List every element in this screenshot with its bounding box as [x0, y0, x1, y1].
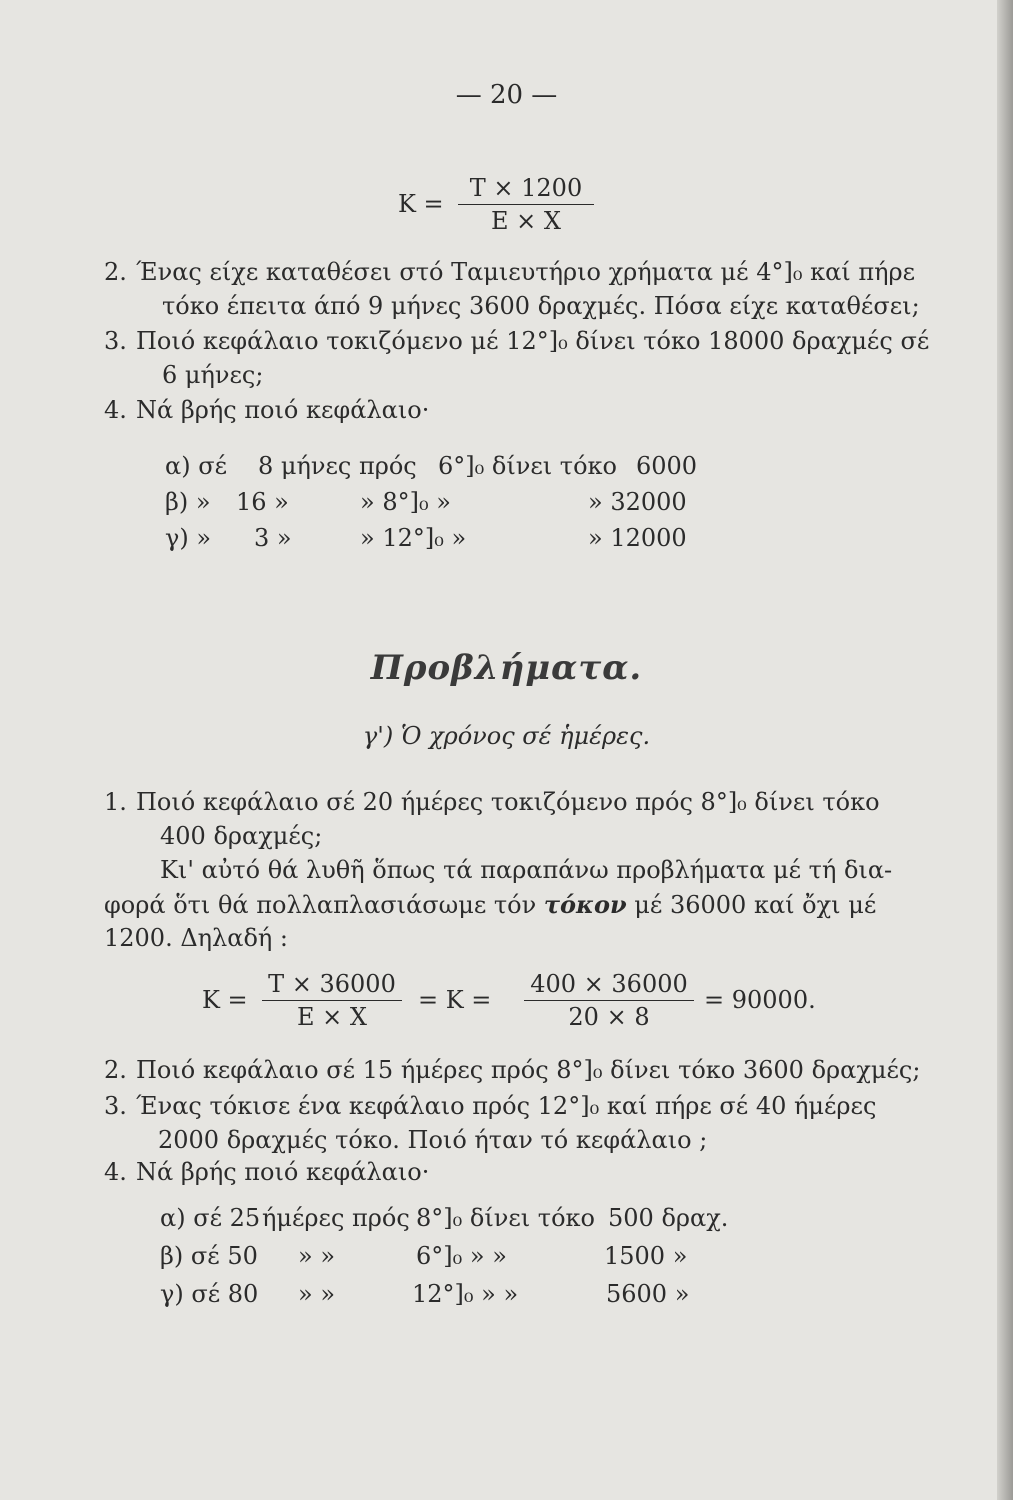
table-cell: 6°]₀ » »	[416, 1242, 507, 1270]
table-cell: » 12°]₀ »	[360, 524, 467, 552]
problem-number: 2.	[104, 1056, 127, 1084]
section-subheading: γ') Ὁ χρόνος σέ ἡμέρες.	[362, 722, 651, 750]
page-edge-shadow	[997, 0, 1013, 1500]
table-cell: 6°]₀ δίνει τόκο	[438, 452, 617, 480]
problem-text: 400 δραχμές;	[160, 822, 323, 850]
table-cell: » 8°]₀ »	[360, 488, 451, 516]
text-segment: φορά ὅτι θά πολλαπλασιάσωμε τόν	[104, 891, 544, 919]
formula2-middle: = K =	[418, 986, 492, 1014]
table-cell: α) σέ	[165, 452, 228, 480]
problem-text: τόκο έπειτα άπό 9 μήνες 3600 δραχμές. Πόσα είχε καταθέσει;	[162, 292, 920, 320]
problem-text: Νά βρής ποιό κεφάλαιο·	[136, 1158, 430, 1186]
problem-text: 6 μήνες;	[162, 361, 264, 389]
problem-text: Νά βρής ποιό κεφάλαιο·	[136, 396, 430, 424]
formula2-fraction2	[524, 970, 694, 1031]
table-cell: γ) »	[165, 524, 212, 552]
table-cell: 3 »	[254, 524, 292, 552]
problem-text: Ένας τόκισε ένα κεφάλαιο πρός 12°]₀ καί πήρε σέ 40 ήμέρες	[136, 1092, 877, 1120]
problem-number: 4.	[104, 396, 127, 424]
formula2-denominator1: E × X	[297, 1003, 367, 1031]
table-cell: 8°]₀ δίνει τόκο	[416, 1204, 595, 1232]
formula1-numerator: T × 1200	[469, 174, 583, 202]
table-cell: 1500 »	[604, 1242, 688, 1270]
problem-number: 3.	[104, 1092, 127, 1120]
table-cell: ήμέρες πρός	[262, 1204, 410, 1232]
formula1-lhs: K =	[398, 190, 444, 218]
problem-text: Ποιό κεφάλαιο τοκιζόμενο μέ 12°]₀ δίνει τόκο 18000 δραχμές σέ	[136, 327, 930, 355]
table-cell: » 12000	[588, 524, 687, 552]
fraction-bar	[262, 1000, 402, 1001]
table-cell: 12°]₀ » »	[412, 1280, 519, 1308]
table-cell: » »	[298, 1242, 335, 1270]
table-cell: 8 μήνες πρός	[258, 452, 417, 480]
table-cell: α) σέ 25	[160, 1204, 261, 1232]
formula2-denominator2: 20 × 8	[568, 1003, 650, 1031]
table-cell: » 32000	[588, 488, 687, 516]
fraction-bar	[458, 204, 594, 205]
table-cell: 16 »	[236, 488, 289, 516]
problem-number: 2.	[104, 258, 127, 286]
table-cell: 5600 »	[606, 1280, 690, 1308]
table-cell: β) σέ 50	[160, 1242, 258, 1270]
fraction-bar	[524, 1000, 694, 1001]
problem-number: 1.	[104, 788, 127, 816]
formula2-lhs: K =	[202, 986, 248, 1014]
problem-text: Ποιό κεφάλαιο σέ 15 ήμέρες πρός 8°]₀ δίνει τόκο 3600 δραχμές;	[136, 1056, 921, 1084]
table-cell: 500 δραχ.	[608, 1204, 729, 1232]
table-cell: γ) σέ 80	[160, 1280, 259, 1308]
formula2-numerator2: 400 × 36000	[530, 970, 688, 998]
table-cell: 6000	[636, 452, 698, 480]
table-cell: β) »	[165, 488, 211, 516]
table-cell: » »	[298, 1280, 335, 1308]
problem-number: 3.	[104, 327, 127, 355]
section-heading: Προβλήματα.	[370, 648, 643, 688]
problem-text: Ένας είχε καταθέσει στό Ταμιευτήριο χρήματα μέ 4°]₀ καί πήρε	[136, 258, 916, 286]
formula1-denominator: E × X	[491, 207, 561, 235]
problem-number: 4.	[104, 1158, 127, 1186]
formula2-result: = 90000.	[704, 986, 816, 1014]
formula2-numerator1: T × 36000	[268, 970, 396, 998]
problem-text: 1200. Δηλαδή :	[104, 924, 289, 952]
formula2-fraction1	[262, 970, 402, 1031]
emphasized-word: τόκον	[543, 890, 627, 919]
page-number: — 20 —	[455, 80, 558, 110]
problem-text: 2000 δραχμές τόκο. Ποιό ήταν τό κεφάλαιο ;	[158, 1126, 708, 1154]
problem-text-line	[104, 890, 876, 919]
problem-text: Ποιό κεφάλαιο σέ 20 ήμέρες τοκιζόμενο πρός 8°]₀ δίνει τόκο	[136, 788, 880, 816]
formula1-fraction	[458, 174, 594, 235]
text-segment: μέ 36000 καί ὄχι μέ	[626, 891, 877, 919]
problem-text: Κι' αὐτό θά λυθῆ ὅπως τά παραπάνω προβλήματα μέ τή δια-	[160, 856, 893, 884]
